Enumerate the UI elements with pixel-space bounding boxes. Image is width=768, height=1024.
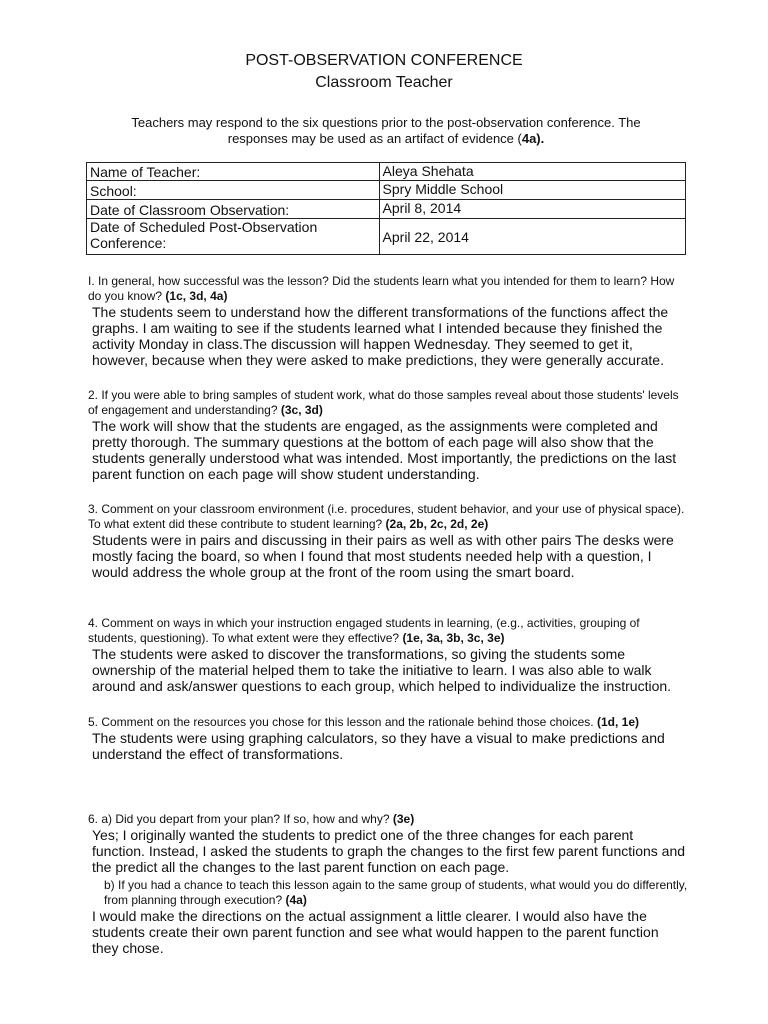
info-label: School: bbox=[87, 181, 380, 200]
page-subtitle: Classroom Teacher bbox=[315, 74, 453, 91]
question-text: 6. a) Did you depart from your plan? If so, how and why? (3e) bbox=[88, 812, 415, 826]
question-1 bbox=[88, 274, 688, 368]
table-row bbox=[87, 163, 686, 181]
question-text: 3. Comment on your classroom environment (i.e. procedures, student behavior, and your use of physical space). To what extent did these contribute to student learning? (2a, 2b, 2c, 2d, 2e) bbox=[88, 502, 685, 531]
table-row bbox=[87, 181, 686, 200]
question-6a bbox=[88, 812, 688, 875]
question-text: 4. Comment on ways in which your instruction engaged students in learning, (e.g., activities, grouping of students, questioning). To what extent were they effective? (1e, 3a, 3b, 3c, 3e) bbox=[88, 616, 640, 645]
question-text: 2. If you were able to bring samples of student work, what do those samples reveal about those students' levels of engagement and understanding? (3c, 3d) bbox=[88, 388, 679, 417]
standards-codes: (1d, 1e) bbox=[596, 715, 639, 729]
question-5 bbox=[88, 715, 688, 762]
question-text: I. In general, how successful was the lesson? Did the students learn what you intended for them to learn? How do you know? (1c, 3d, 4a) bbox=[88, 274, 675, 303]
standards-codes: (1c, 3d, 4a) bbox=[165, 289, 228, 303]
question-4 bbox=[88, 616, 688, 694]
answer-text: The students seem to understand how the different transformations of the functions affect the graphs. I am waiting to see if the students learned what I intended because they finished the activity Monday in class.The discussion will happen Wednesday. They seemed to get it, however, because when they were asked to make predictions, they were generally accurate. bbox=[92, 304, 669, 368]
answer-text: The students were using graphing calculators, so they have a visual to make predictions and understand the effect of transformations. bbox=[92, 730, 665, 762]
question-3 bbox=[88, 502, 688, 580]
intro-text: Teachers may respond to the six questions prior to the post-observation conference. The responses may be used as an artifact of evidence ( bbox=[131, 115, 641, 146]
info-label: Name of Teacher: bbox=[87, 163, 380, 181]
info-label: Date of Scheduled Post-Observation Conference: bbox=[87, 219, 380, 255]
info-value: Aleya Shehata bbox=[379, 163, 685, 181]
answer-text: The students were asked to discover the transformations, so giving the students some ownership of the material helped them to take the initiative to learn. I was also able to walk around and ask/answer questions to each group, which helped to individualize the instruction. bbox=[92, 646, 672, 694]
page-title: POST-OBSERVATION CONFERENCE bbox=[245, 52, 523, 69]
question-text: 5. Comment on the resources you chose for this lesson and the rationale behind those choices. (1d, 1e) bbox=[88, 715, 639, 729]
standards-codes: (2a, 2b, 2c, 2d, 2e) bbox=[385, 517, 489, 531]
info-value: April 8, 2014 bbox=[379, 200, 685, 219]
standards-codes: (3c, 3d) bbox=[280, 403, 323, 417]
table-row bbox=[87, 219, 686, 255]
standards-codes: (4a) bbox=[285, 893, 307, 907]
answer-text: I would make the directions on the actual assignment a little clearer. I would also have the students create their own parent function and see what would happen to the parent function they chose. bbox=[92, 908, 659, 956]
info-label: Date of Classroom Observation: bbox=[87, 200, 380, 219]
question-2 bbox=[88, 388, 688, 482]
standards-codes: (3e) bbox=[392, 812, 415, 826]
answer-text: The work will show that the students are engaged, as the assignments were completed and pretty thorough. The summary questions at the bottom of each page will also show that the students generally understood what was intended. Most importantly, the predictions on the last parent function on each page will show student understanding. bbox=[92, 418, 677, 482]
table-row bbox=[87, 200, 686, 219]
intro-code: 4a). bbox=[521, 131, 545, 146]
intro-paragraph bbox=[104, 115, 668, 147]
question-text: b) If you had a chance to teach this lesson again to the same group of students, what would you do differently, from planning through execution? (4a) bbox=[104, 878, 688, 907]
standards-codes: (1e, 3a, 3b, 3c, 3e) bbox=[402, 631, 505, 645]
info-value: April 22, 2014 bbox=[379, 219, 685, 255]
question-6b bbox=[88, 878, 688, 956]
answer-text: Students were in pairs and discussing in their pairs as well as with other pairs The desks were mostly facing the board, so when I found that most students needed help with a question, I would address the whole group at the front of the room using the smart board. bbox=[92, 532, 674, 580]
info-value: Spry Middle School bbox=[379, 181, 685, 200]
teacher-info-table bbox=[86, 162, 686, 255]
answer-text: Yes; I originally wanted the students to predict one of the three changes for each parent function. Instead, I asked the students to graph the changes to the first few parent functions and the predict all the changes to the last parent function on each page. bbox=[92, 827, 686, 875]
